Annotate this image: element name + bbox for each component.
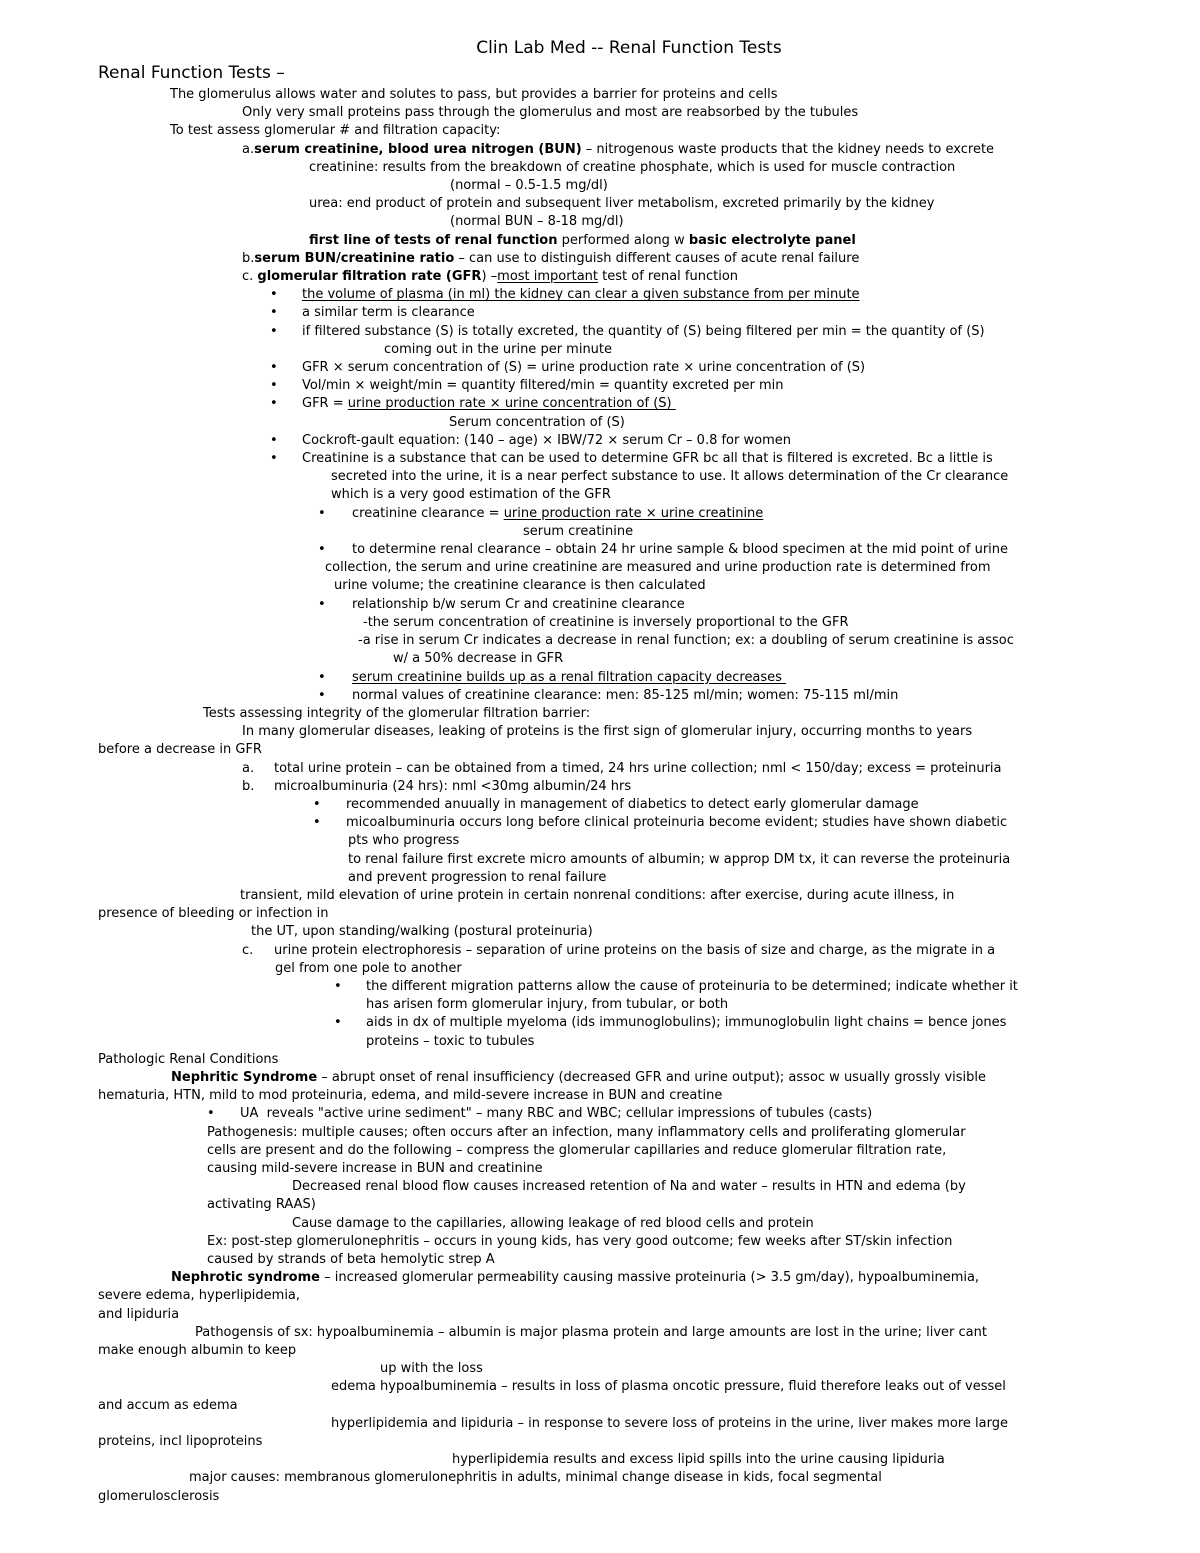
bullet-marker: • <box>318 596 326 612</box>
text-line <box>98 523 1160 541</box>
text-segment: transient, mild elevation of urine protein in certain nonrenal conditions: after exercise, during acute illness, in <box>240 887 955 903</box>
text-segment: and accum as edema <box>98 1397 238 1413</box>
text-line <box>98 377 1160 395</box>
text-segment: Cockroft-gault equation: (140 – age) × IBW/72 × serum Cr – 0.8 for women <box>302 432 791 448</box>
text-segment: coming out in the urine per minute <box>384 341 613 357</box>
text-line <box>98 778 1160 796</box>
text-segment: glomerulosclerosis <box>98 1488 220 1504</box>
text-line <box>98 1397 1160 1415</box>
text-line <box>98 250 1160 268</box>
text-segment: microalbuminuria (24 hrs): nml <30mg albumin/24 hrs <box>274 778 632 794</box>
text-segment: Tests assessing integrity of the glomerular filtration barrier: <box>203 705 591 721</box>
text-segment: In many glomerular diseases, leaking of proteins is the first sign of glomerular injury, occurring months to years <box>242 724 973 740</box>
text-segment: and prevent progression to renal failure <box>348 869 607 885</box>
text-line <box>98 1324 1160 1342</box>
text-line <box>98 450 1160 468</box>
text-segment: activating RAAS) <box>207 1197 316 1213</box>
text-segment: creatinine: results from the breakdown of creatine phosphate, which is used for muscle contraction <box>309 159 956 175</box>
bullet-marker: • <box>270 396 278 412</box>
text-segment: to determine renal clearance – obtain 24 hr urine sample & blood specimen at the mid point of urine <box>352 542 1009 558</box>
text-line <box>98 541 1160 559</box>
text-line <box>98 1178 1160 1196</box>
text-line <box>98 1360 1160 1378</box>
text-line <box>98 723 1160 741</box>
text-segment: performed along w <box>557 232 689 248</box>
text-segment: – abrupt onset of renal insufficiency (decreased GFR and urine output); assoc w usually grossly visible <box>317 1069 987 1085</box>
text-line <box>98 905 1160 923</box>
text-line <box>98 996 1160 1014</box>
text-line <box>98 414 1160 432</box>
text-line <box>98 1306 1160 1324</box>
bullet-marker: • <box>334 978 342 994</box>
text-segment: urine production rate × urine concentration of (S) <box>347 396 676 412</box>
bullet-marker: • <box>270 323 278 339</box>
text-segment: The glomerulus allows water and solutes to pass, but provides a barrier for proteins and cells <box>170 87 778 102</box>
text-segment: – nitrogenous waste products that the kidney needs to excrete <box>581 141 995 157</box>
text-line <box>98 177 1160 195</box>
text-segment: c. <box>242 269 258 285</box>
text-line <box>98 141 1160 159</box>
text-line <box>98 1215 1160 1233</box>
text-line <box>98 923 1160 941</box>
text-line <box>98 796 1160 814</box>
text-line <box>98 1105 1160 1123</box>
text-segment: severe edema, hyperlipidemia, <box>98 1288 301 1304</box>
text-segment: presence of bleeding or infection in <box>98 906 329 922</box>
bullet-marker: • <box>270 287 278 303</box>
text-line <box>98 942 1160 960</box>
text-segment: (normal – 0.5-1.5 mg/dl) <box>450 178 608 194</box>
text-line <box>98 1196 1160 1214</box>
pathologic-renal-conditions-heading <box>98 1051 1160 1069</box>
text-segment: Pathologic Renal Conditions <box>98 1051 279 1067</box>
bullet-marker: • <box>318 669 326 685</box>
text-segment: urea: end product of protein and subsequent liver metabolism, excreted primarily by the kidney <box>309 196 935 212</box>
text-line <box>98 359 1160 377</box>
text-segment: serum creatinine <box>523 523 634 539</box>
text-line <box>98 468 1160 486</box>
bullet-marker: • <box>318 542 326 558</box>
bullet-marker: • <box>318 505 326 521</box>
text-segment: pts who progress <box>348 833 460 849</box>
text-segment: Renal Function Tests – <box>98 63 285 83</box>
text-segment: GFR = <box>302 396 348 412</box>
text-segment: total urine protein – can be obtained from a timed, 24 hrs urine collection; nml < 150/day; excess = proteinuria <box>274 760 1002 776</box>
text-line <box>98 614 1160 632</box>
text-segment: – can use to distinguish different causes of acute renal failure <box>454 250 860 266</box>
text-line <box>98 1087 1160 1105</box>
text-segment: urine protein electrophoresis – separation of urine proteins on the basis of size and charge, as the migrate in a <box>274 942 996 958</box>
text-line <box>98 1142 1160 1160</box>
text-line <box>98 687 1160 705</box>
bullet-marker: • <box>313 796 321 812</box>
text-line <box>98 195 1160 213</box>
text-line <box>98 432 1160 450</box>
text-line <box>98 486 1160 504</box>
text-segment: urine volume; the creatinine clearance is then calculated <box>334 578 706 594</box>
text-segment: edema hypoalbuminemia – results in loss of plasma oncotic pressure, fluid therefore leaks out of vessel <box>331 1379 1006 1395</box>
text-segment: Nephritic Syndrome <box>171 1069 318 1085</box>
text-segment: proteins, incl lipoproteins <box>98 1434 263 1450</box>
text-line <box>98 232 1160 250</box>
text-segment: caused by strands of beta hemolytic strep A <box>207 1252 495 1267</box>
text-line <box>98 1160 1160 1178</box>
text-segment: collection, the serum and urine creatinine are measured and urine production rate is determined from <box>325 560 991 576</box>
text-segment: serum BUN/creatinine ratio <box>254 250 455 266</box>
text-segment: Serum concentration of (S) <box>449 414 625 430</box>
text-line <box>98 1033 1160 1051</box>
text-segment: – increased glomerular permeability causing massive proteinuria (> 3.5 gm/day), hypoalbuminemia, <box>319 1270 980 1286</box>
text-segment: normal values of creatinine clearance: men: 85-125 ml/min; women: 75-115 ml/min <box>352 687 899 703</box>
text-segment: cells are present and do the following – compress the glomerular capillaries and reduce glomerular filtration rate, <box>207 1142 947 1158</box>
text-segment: To test assess glomerular # and filtration capacity: <box>170 123 501 139</box>
bullet-marker: • <box>318 687 326 703</box>
text-segment: hematuria, HTN, mild to mod proteinuria, edema, and mild-severe increase in BUN and creatine <box>98 1088 723 1104</box>
text-line <box>98 596 1160 614</box>
text-segment: a similar term is clearance <box>302 305 475 321</box>
text-line <box>98 1451 1160 1469</box>
text-segment: Cause damage to the capillaries, allowing leakage of red blood cells and protein <box>292 1215 814 1231</box>
text-line <box>98 395 1160 413</box>
text-line <box>98 559 1160 577</box>
text-segment: GFR × serum concentration of (S) = urine production rate × urine concentration of (S) <box>302 360 866 376</box>
text-segment: gel from one pole to another <box>275 960 462 976</box>
text-line <box>98 832 1160 850</box>
text-segment: (normal BUN – 8-18 mg/dl) <box>450 214 624 230</box>
text-line <box>98 104 1160 122</box>
text-line <box>98 577 1160 595</box>
text-segment: Vol/min × weight/min = quantity filtered/min = quantity excreted per min <box>302 378 784 394</box>
text-line <box>98 159 1160 177</box>
text-line <box>98 760 1160 778</box>
text-segment: which is a very good estimation of the GFR <box>331 487 611 503</box>
text-segment: creatinine clearance = <box>352 505 504 521</box>
page-title: Clin Lab Med -- Renal Function Tests <box>476 38 782 58</box>
text-segment: aids in dx of multiple myeloma (ids immunoglobulins); immunoglobulin light chains = bence jones <box>366 1015 1007 1031</box>
text-segment: most important <box>497 269 599 285</box>
list-marker: b. <box>242 778 255 794</box>
bullet-marker: • <box>270 432 278 448</box>
text-segment: Decreased renal blood flow causes increased retention of Na and water – results in HTN and edema (by <box>292 1179 966 1195</box>
text-segment: hyperlipidemia and lipiduria – in response to severe loss of proteins in the urine, liver makes more large <box>331 1415 1009 1431</box>
text-segment: if filtered substance (S) is totally excreted, the quantity of (S) being filtered per min = the quantity of (S) <box>302 323 985 339</box>
text-line <box>98 1287 1160 1305</box>
text-segment: a. <box>242 141 255 157</box>
text-line <box>98 213 1160 231</box>
text-line <box>98 341 1160 359</box>
text-segment: -a rise in serum Cr indicates a decrease in renal function; ex: a doubling of serum creatinine is assoc <box>358 633 1014 649</box>
text-line <box>98 286 1160 304</box>
text-line <box>98 1433 1160 1451</box>
bullet-marker: • <box>270 305 278 321</box>
text-segment: relationship b/w serum Cr and creatinine clearance <box>352 596 685 612</box>
text-line <box>98 1378 1160 1396</box>
text-segment: basic electrolyte panel <box>688 232 856 248</box>
text-segment: urine production rate × urine creatinine <box>503 505 764 521</box>
text-segment: the different migration patterns allow the cause of proteinuria to be determined; indicate whether it <box>366 978 1018 994</box>
bullet-marker: • <box>270 451 278 467</box>
text-segment: before a decrease in GFR <box>98 742 262 758</box>
text-segment: Creatinine is a substance that can be used to determine GFR bc all that is filtered is excreted. Bc a little is <box>302 451 993 467</box>
list-marker: a. <box>242 760 255 776</box>
text-line <box>98 268 1160 286</box>
text-segment: first line of tests of renal function <box>309 232 558 248</box>
text-segment: Pathogenesis: multiple causes; often occurs after an infection, many inflammatory cells and proliferating glomerular <box>207 1124 966 1140</box>
text-segment: make enough albumin to keep <box>98 1343 297 1359</box>
text-segment: and lipiduria <box>98 1306 180 1322</box>
nephritic-syndrome-line <box>98 1069 1160 1087</box>
document-body <box>98 60 1160 1506</box>
text-segment: serum creatinine, blood urea nitrogen (BUN) <box>254 141 582 157</box>
text-segment: the UT, upon standing/walking (postural proteinuria) <box>251 924 593 940</box>
bullet-marker: • <box>313 815 321 831</box>
text-segment: to renal failure first excrete micro amounts of albumin; w approp DM tx, it can reverse the proteinuria <box>348 851 1011 867</box>
text-segment: Pathogensis of sx: hypoalbuminemia – albumin is major plasma protein and large amounts are lost in the urine; liver cant <box>195 1324 987 1340</box>
bullet-marker: • <box>270 378 278 394</box>
text-segment: up with the loss <box>380 1361 483 1377</box>
text-segment: proteins – toxic to tubules <box>366 1033 535 1049</box>
text-line <box>98 1415 1160 1433</box>
text-line <box>98 869 1160 887</box>
text-line <box>98 1488 1160 1506</box>
text-line <box>98 1251 1160 1269</box>
text-line <box>98 1014 1160 1032</box>
text-line <box>98 323 1160 341</box>
text-segment: -the serum concentration of creatinine is inversely proportional to the GFR <box>363 614 849 630</box>
bullet-marker: • <box>270 360 278 376</box>
text-line <box>98 669 1160 687</box>
text-segment: Ex: post-step glomerulonephritis – occurs in young kids, has very good outcome; few weeks after ST/skin infection <box>207 1233 953 1249</box>
text-segment: major causes: membranous glomerulonephritis in adults, minimal change disease in kids, focal segmental <box>189 1470 882 1486</box>
text-line <box>98 304 1160 322</box>
text-line <box>98 741 1160 759</box>
text-line <box>98 1342 1160 1360</box>
nephrotic-syndrome-line <box>98 1269 1160 1287</box>
text-segment: test of renal function <box>598 269 739 285</box>
text-segment: has arisen form glomerular injury, from tubular, or both <box>366 997 729 1013</box>
text-line <box>98 86 1160 104</box>
text-segment: secreted into the urine, it is a near perfect substance to use. It allows determination of the Cr clearance <box>331 469 1009 485</box>
text-segment: Nephrotic syndrome <box>171 1270 320 1286</box>
text-line <box>98 887 1160 905</box>
text-line <box>98 814 1160 832</box>
text-segment: the volume of plasma (in ml) the kidney can clear a given substance from per minute <box>302 287 860 303</box>
text-segment: serum creatinine builds up as a renal filtration capacity decreases <box>352 669 787 685</box>
text-segment: b. <box>242 250 255 266</box>
text-segment: ) – <box>481 269 498 285</box>
text-line <box>98 1124 1160 1142</box>
text-segment: hyperlipidemia results and excess lipid spills into the urine causing lipiduria <box>452 1452 945 1468</box>
text-segment: micoalbuminuria occurs long before clinical proteinuria become evident; studies have shown diabetic <box>346 815 1008 831</box>
text-segment: Only very small proteins pass through the glomerulus and most are reabsorbed by the tubules <box>242 105 859 121</box>
bullet-marker: • <box>207 1106 215 1122</box>
text-line <box>98 705 1160 723</box>
text-line <box>98 1469 1160 1487</box>
text-line <box>98 122 1160 140</box>
text-line <box>98 632 1160 650</box>
text-line <box>98 505 1160 523</box>
bullet-marker: • <box>334 1015 342 1031</box>
text-segment: causing mild-severe increase in BUN and creatinine <box>207 1160 543 1176</box>
text-segment: w/ a 50% decrease in GFR <box>393 651 564 667</box>
text-segment: UA reveals "active urine sediment" – many RBC and WBC; cellular impressions of tubules (casts) <box>240 1106 873 1122</box>
text-line <box>98 960 1160 978</box>
text-line <box>98 851 1160 869</box>
list-marker: c. <box>242 942 254 958</box>
text-line <box>98 650 1160 668</box>
text-segment: recommended anuually in management of diabetics to detect early glomerular damage <box>346 796 919 812</box>
section-heading-renal-function-tests <box>98 60 1160 86</box>
text-line <box>98 1233 1160 1251</box>
text-segment: glomerular filtration rate (GFR <box>257 269 482 285</box>
text-line <box>98 978 1160 996</box>
